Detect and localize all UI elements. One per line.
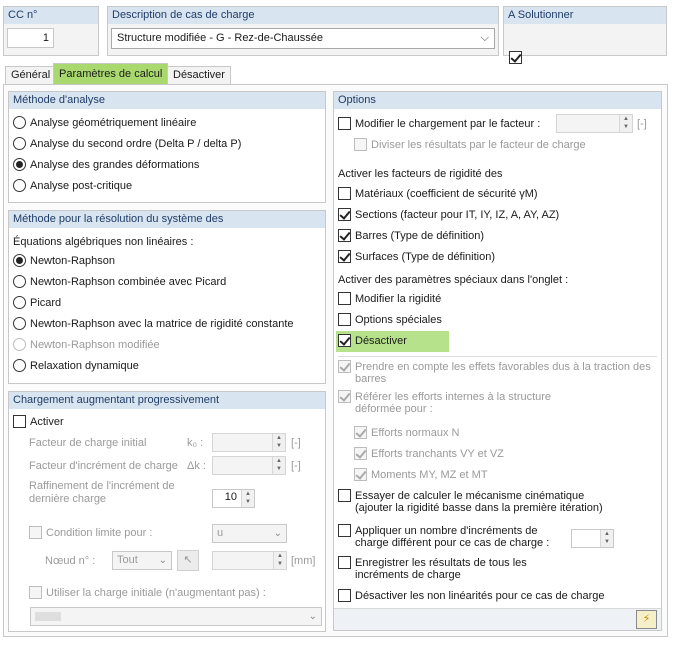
solver-option-picard[interactable]: Picard (13, 295, 61, 312)
analysis-option-second-order[interactable]: Analyse du second ordre (Delta P / delta P) (13, 136, 241, 153)
chevron-down-icon: ⌄ (273, 528, 282, 539)
analysis-option-linear[interactable]: Analyse géométriquement linéaire (13, 115, 196, 132)
tab-general[interactable]: Général (5, 66, 56, 84)
cc-number-field[interactable]: 1 (7, 28, 54, 48)
progressive-loading-title: Chargement augmentant progressivement (9, 392, 325, 409)
increment-factor-label: Facteur d'incrément de charge (29, 460, 178, 472)
limit-condition-checkbox[interactable]: Condition limite pour : (29, 525, 152, 542)
cc-box (3, 6, 99, 56)
load-factor-unit: [-] (637, 118, 647, 130)
tab-calculation-parameters[interactable]: Paramètres de calcul (53, 63, 168, 84)
materials-checkbox[interactable]: Matériaux (coefficient de sécurité γM) (338, 186, 538, 203)
description-box (107, 6, 499, 56)
solver-subtitle: Équations algébriques non linéaires : (13, 236, 194, 248)
analysis-option-large-deformations[interactable]: Analyse des grandes déformations (13, 157, 199, 174)
deactivate-checkbox[interactable]: Désactiver (338, 333, 407, 350)
favorable-effects-checkbox[interactable]: Prendre en compte les effets favorables dus à la traction des (338, 360, 651, 373)
initial-factor-unit: [-] (291, 437, 301, 449)
solve-box (503, 6, 667, 56)
normal-forces-checkbox[interactable]: Efforts normaux N (354, 425, 459, 442)
special-title: Activer des paramètres spéciaux dans l'onglet : (338, 274, 569, 286)
description-combobox[interactable]: Structure modifiée - G - Rez-de-Chaussée ⌵ (111, 28, 495, 49)
increment-factor-unit: [-] (291, 460, 301, 472)
divider (338, 356, 657, 357)
analysis-option-post-critical[interactable]: Analyse post-critique (13, 178, 132, 195)
modify-stiffness-checkbox[interactable]: Modifier la rigidité (338, 291, 441, 308)
description-label: Description de cas de charge (108, 7, 498, 24)
initial-factor-input[interactable]: ▲ ▼ (212, 433, 286, 452)
pick-node-button[interactable] (177, 550, 199, 571)
shear-forces-checkbox[interactable]: Efforts tranchants VY et VZ (354, 446, 504, 463)
color-swatch (35, 612, 61, 621)
options-group (333, 91, 662, 631)
node-value-input[interactable]: ▲ ▼ (212, 551, 287, 570)
solver-option-dynamic-relaxation[interactable]: Relaxation dynamique (13, 358, 139, 375)
increments-input[interactable]: ▲ ▼ (571, 529, 614, 548)
solver-option-modified[interactable]: Newton-Raphson modifiée (13, 337, 160, 354)
initial-load-combobox[interactable] (30, 607, 322, 626)
node-value-unit: [mm] (291, 555, 316, 567)
refinement-label-line1: Raffinement de l'incrément de (29, 480, 175, 492)
analysis-method-group (8, 91, 326, 203)
node-label: Nœud n° : (45, 555, 96, 567)
increments-label-line2: charge différent pour ce cas de charge : (355, 537, 550, 549)
increment-factor-symbol: Δk : (187, 460, 206, 472)
refer-forces-checkbox[interactable]: Référer les efforts internes à la structure (338, 390, 551, 403)
cursor-pick-icon: ↖ (183, 554, 193, 566)
cc-label: CC n° (4, 7, 98, 24)
increment-factor-input[interactable]: ▲ ▼ (212, 456, 286, 475)
sections-checkbox[interactable]: Sections (facteur pour IT, IY, IZ, A, AY, AZ) (338, 207, 559, 224)
kinematic-label-line2: (ajouter la rigidité basse dans la première itération) (355, 502, 603, 514)
load-factor-input[interactable]: ▲ ▼ (556, 114, 633, 133)
initial-factor-symbol: k₀ : (187, 437, 204, 449)
bars-checkbox[interactable]: Barres (Type de définition) (338, 228, 484, 245)
options-title: Options (334, 92, 661, 109)
use-initial-load-checkbox[interactable]: Utiliser la charge initiale (n'augmentant pas) : (29, 585, 266, 602)
moments-checkbox[interactable]: Moments MY, MZ et MT (354, 467, 488, 484)
solver-option-newton-picard[interactable]: Newton-Raphson combinée avec Picard (13, 274, 226, 291)
tab-deactivate[interactable]: Désactiver (167, 66, 231, 84)
node-combobox[interactable]: Tout ⌄ (112, 551, 172, 570)
modify-load-checkbox[interactable]: Modifier le chargement par le facteur : (338, 116, 540, 133)
options-footer (334, 608, 661, 630)
deactivate-nonlinear-checkbox[interactable]: Désactiver les non linéarités pour ce cas de charge (338, 588, 604, 605)
initial-factor-label: Facteur de charge initial (29, 437, 147, 449)
divide-results-checkbox[interactable]: Diviser les résultats par le facteur de charge (354, 137, 586, 154)
favorable-effects-label-line2: barres (355, 373, 387, 385)
save-results-label-line2: incréments de charge (355, 569, 461, 581)
save-results-checkbox[interactable]: Enregistrer les résultats de tous les (338, 556, 527, 569)
solver-option-constant-stiffness[interactable]: Newton-Raphson avec la matrice de rigidité constante (13, 316, 294, 333)
calculation-settings-button[interactable] (636, 610, 657, 629)
solve-checkbox[interactable] (509, 51, 522, 64)
progressive-loading-group (8, 391, 326, 632)
chevron-down-icon: ⌵ (480, 32, 489, 44)
lightning-table-icon: ⚡ (642, 613, 651, 625)
analysis-method-title: Méthode d'analyse (9, 92, 325, 109)
increments-checkbox[interactable]: Appliquer un nombre d'incréments de (338, 524, 537, 537)
chevron-down-icon: ⌄ (158, 555, 167, 566)
refer-forces-label-line2: déformée pour : (355, 403, 433, 415)
limit-condition-combobox[interactable]: u ⌄ (212, 524, 287, 543)
kinematic-checkbox[interactable]: Essayer de calculer le mécanisme cinématique (338, 489, 584, 502)
solver-option-newton-raphson[interactable]: Newton-Raphson (13, 253, 115, 270)
special-options-checkbox[interactable]: Options spéciales (338, 312, 442, 329)
solve-label: A Solutionner (504, 7, 666, 24)
stiffness-title: Activer les facteurs de rigidité des (338, 168, 503, 180)
refinement-input[interactable]: 10 ▲ ▼ (212, 489, 255, 508)
chevron-down-icon: ⌄ (308, 611, 317, 622)
solver-method-group (8, 210, 326, 384)
progressive-activate-checkbox[interactable]: Activer (13, 414, 64, 431)
refinement-label-line2: dernière charge (29, 493, 107, 505)
surfaces-checkbox[interactable]: Surfaces (Type de définition) (338, 249, 495, 266)
solver-method-title: Méthode pour la résolution du système des (9, 211, 325, 228)
